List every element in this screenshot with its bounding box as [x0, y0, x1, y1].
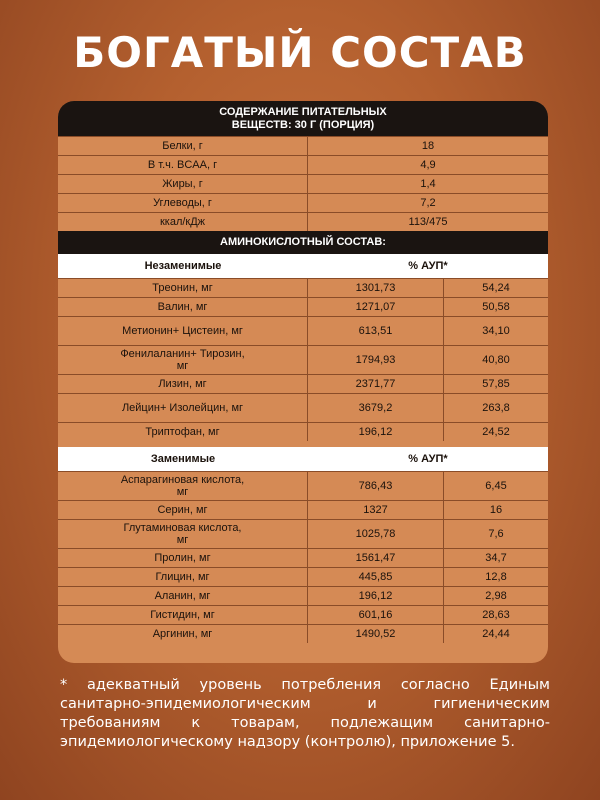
- table-row: [58, 374, 548, 393]
- table-row: [58, 393, 548, 422]
- row-mg: 196,12: [308, 423, 444, 441]
- row-value: 7,2: [420, 197, 436, 209]
- table-row: [58, 605, 548, 624]
- amino-header: АМИНОКИСЛОТНЫЙ СОСТАВ:: [58, 231, 548, 254]
- essential-header: [58, 254, 548, 278]
- row-name: Пролин, мг: [58, 549, 308, 567]
- table-row: [58, 316, 548, 345]
- table-row: [58, 422, 548, 441]
- table-row: [58, 548, 548, 567]
- table-row: [58, 278, 548, 297]
- essential-col-label: % АУП*: [408, 260, 448, 272]
- row-name: Белки, г: [58, 137, 308, 155]
- row-mg: 3679,2: [308, 394, 444, 422]
- table-row: [58, 471, 548, 500]
- row-value: 4,9: [420, 159, 436, 171]
- row-value: 1,4: [420, 178, 436, 190]
- row-pct: 2,98: [485, 590, 507, 602]
- row-name: Глицин, мг: [58, 568, 308, 586]
- table-row: [58, 345, 548, 374]
- table-row: [58, 212, 548, 231]
- row-mg: 1025,78: [308, 520, 444, 548]
- row-name: ккал/кДж: [58, 213, 308, 231]
- row-name: Гистидин, мг: [58, 606, 308, 624]
- nonessential-rows: [58, 471, 548, 643]
- row-pct: 7,6: [488, 528, 504, 540]
- row-mg: 2371,77: [308, 375, 444, 393]
- row-pct: 24,52: [482, 426, 510, 438]
- table-row: [58, 193, 548, 212]
- page-title: БОГАТЫЙ СОСТАВ: [73, 28, 527, 77]
- row-mg: 1301,73: [308, 279, 444, 297]
- composition-table: [58, 101, 548, 663]
- row-pct: 6,45: [485, 480, 507, 492]
- row-pct: 28,63: [482, 609, 510, 621]
- row-mg: 1490,52: [308, 625, 444, 643]
- row-mg: 1271,07: [308, 298, 444, 316]
- row-name: Лейцин+ Изолейцин, мг: [58, 394, 308, 422]
- essential-rows: [58, 278, 548, 441]
- nutrition-header-text: СОДЕРЖАНИЕ ПИТАТЕЛЬНЫХ ВЕЩЕСТВ: 30 Г (ПОРЦИЯ): [219, 105, 387, 131]
- row-mg: 1794,93: [308, 346, 444, 374]
- table-row: [58, 519, 548, 548]
- row-value: 113/475: [408, 216, 448, 228]
- row-name: Аланин, мг: [58, 587, 308, 605]
- table-row: [58, 155, 548, 174]
- row-name: Триптофан, мг: [58, 423, 308, 441]
- row-pct: 16: [489, 504, 503, 516]
- row-name: Треонин, мг: [58, 279, 308, 297]
- row-name: Аргинин, мг: [58, 625, 308, 643]
- table-row: [58, 500, 548, 519]
- row-mg: 786,43: [308, 472, 444, 500]
- footnote: * адекватный уровень потребления согласно Единым санитарно-эпидемиологическим и гигиеническим требованиям к товарам, подлежащим санитарно-эпидемиологическому надзору (контролю), приложение 5.: [60, 677, 550, 750]
- row-name: Валин, мг: [58, 298, 308, 316]
- row-mg: 601,16: [308, 606, 444, 624]
- row-pct: 24,44: [482, 628, 510, 640]
- row-mg: 445,85: [308, 568, 444, 586]
- row-name: Серин, мг: [58, 501, 308, 519]
- nonessential-col-label: % АУП*: [408, 453, 448, 465]
- row-pct: 54,24: [482, 282, 510, 294]
- row-mg: 196,12: [308, 587, 444, 605]
- row-name: Фенилаланин+ Тирозин, мг: [58, 346, 308, 374]
- row-pct: 57,85: [482, 378, 510, 390]
- row-name: Глутаминовая кислота, мг: [58, 520, 308, 548]
- row-name: Лизин, мг: [58, 375, 308, 393]
- nonessential-header: [58, 447, 548, 471]
- row-name: Аспарагиновая кислота, мг: [58, 472, 308, 500]
- row-mg: 1561,47: [308, 549, 444, 567]
- row-name: Жиры, г: [58, 175, 308, 193]
- essential-label: Незаменимые: [144, 260, 222, 272]
- table-row: [58, 567, 548, 586]
- nonessential-label: Заменимые: [150, 453, 216, 465]
- row-pct: 40,80: [482, 354, 510, 366]
- row-pct: 263,8: [482, 402, 510, 414]
- row-mg: 1327: [308, 501, 444, 519]
- nutrition-header: [58, 101, 548, 136]
- row-name: Метионин+ Цистеин, мг: [58, 317, 308, 345]
- row-pct: 34,7: [485, 552, 507, 564]
- row-name: В т.ч. BCAA, г: [58, 156, 308, 174]
- table-row: [58, 624, 548, 643]
- nutrition-rows: [58, 136, 548, 231]
- table-row: [58, 136, 548, 155]
- row-pct: 50,58: [482, 301, 510, 313]
- row-name: Углеводы, г: [58, 194, 308, 212]
- row-mg: 613,51: [308, 317, 444, 345]
- table-row: [58, 586, 548, 605]
- row-value: 18: [421, 140, 435, 152]
- table-row: [58, 174, 548, 193]
- row-pct: 12,8: [485, 571, 507, 583]
- row-pct: 34,10: [482, 325, 510, 337]
- table-row: [58, 297, 548, 316]
